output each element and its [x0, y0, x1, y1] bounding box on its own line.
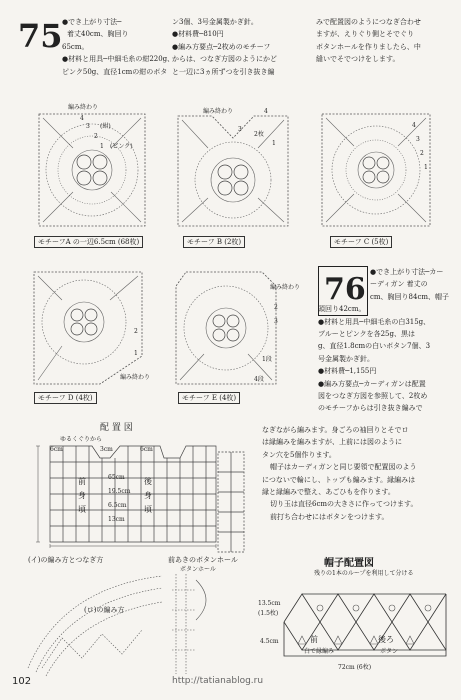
motif-a-label: 編み終わり	[68, 104, 99, 111]
text-line: ブルーとピンクを各25g、黒は	[318, 330, 415, 339]
p75-right-text	[316, 16, 421, 66]
sleeve-diagram	[214, 448, 248, 558]
motif-e-label: 1段	[262, 356, 272, 363]
hat-label: 4.5cm	[260, 638, 279, 645]
text-line: ●編み方要点─2枚めのモチーフ	[172, 42, 271, 51]
layout-label: 後	[144, 477, 152, 486]
p75-left-text	[62, 16, 174, 78]
motif-d-caption: モチーフ D (4枚)	[34, 392, 97, 404]
layout-label: 6cm	[50, 446, 63, 453]
text-line: ン3個、3号金属製かぎ針。	[172, 18, 258, 26]
text-line: 図をつなぎ方図を参照して、2枚め	[318, 392, 428, 401]
hat-label: 後ろ	[378, 635, 394, 644]
text-line: ーディガン 着丈の	[370, 280, 428, 289]
motif-a-label: 4	[80, 115, 84, 122]
text-line: 着丈40cm、胸回り	[67, 30, 129, 39]
motif-d-diagram	[30, 266, 151, 391]
layout-label: 19.5cm	[108, 488, 131, 495]
motif-c-label: 3	[416, 136, 420, 143]
pattern-75-number: 75	[18, 17, 63, 55]
motif-d-label: 編み終わり	[120, 374, 151, 381]
text-line: ●でき上がり寸法─	[62, 18, 122, 26]
motif-e-label: 3	[274, 318, 278, 325]
text-line: のモチーフからは引き抜き編みで	[318, 404, 423, 413]
text-line: 号金属製かぎ針。	[318, 354, 374, 363]
hat-label: 白で縁編み	[304, 648, 335, 655]
motif-d-label: 2	[134, 328, 138, 335]
layout-label: 3cm	[100, 446, 113, 453]
hat-label: 残りの1本のループを利用して分ける	[314, 570, 414, 577]
motif-a-label: (ピンク)	[110, 143, 133, 150]
layout-label: 65cm	[108, 474, 125, 481]
layout-label: 身	[144, 491, 152, 500]
text-line: 縫いでそでつけをします。	[316, 55, 400, 64]
hat-label: 13.5cm	[258, 600, 281, 607]
text-line: みで配置図のようにつなぎ合わせ	[316, 18, 421, 26]
text-line: 帽子はカーディガンと同じ要領で配置図のよう	[270, 463, 417, 472]
layout-label: 6cm	[140, 446, 153, 453]
pattern-76-number: 76	[324, 272, 366, 307]
text-line: ●編み方要点─カーディガンは配置	[318, 379, 426, 388]
joining-title: (イ)の編み方とつなぎ方	[28, 556, 104, 564]
text-line: につないで輪にし、トップも編みます。縁編みは	[262, 475, 416, 484]
motif-e-caption: モチーフ E (4枚)	[178, 392, 240, 404]
motif-e-label: 編み終わり	[270, 284, 301, 291]
motif-c-caption: モチーフ C (5枚)	[330, 236, 392, 248]
motif-c-label: 4	[412, 122, 416, 129]
joining-diagram	[22, 568, 172, 678]
motif-c-label: 1	[424, 164, 428, 171]
watermark: http://tatianablog.ru	[172, 676, 264, 686]
hat-label: (1.5枚)	[258, 610, 279, 617]
joining-sub-title: (ロ)の編み方	[84, 606, 125, 614]
text-line: なぎながら編みます。身ごろの袖回りとそでロ	[262, 426, 409, 434]
layout-label: ゆるくぐりから	[60, 436, 103, 443]
motif-b-label: 2枚	[254, 131, 264, 138]
motif-b-label: 1	[272, 140, 276, 147]
text-line: cm、胸回り84cm、帽子	[370, 292, 450, 301]
text-line: タン穴を5個作ります。	[262, 450, 336, 459]
text-line: ●材料と用具─中細毛糸の紺220g、	[62, 55, 175, 64]
motif-e-label: 2	[274, 304, 278, 311]
buttonhole-note: ボタンホール	[180, 566, 216, 573]
text-line: 切り玉は直径6cmの大きさに作ってつけます。	[270, 500, 418, 509]
buttonhole-diagram	[166, 570, 236, 680]
text-line: と一辺に3ヵ所ずつを引き抜き編	[172, 67, 275, 76]
text-line: ●材料と用具─中細毛糸の白315g、	[318, 317, 431, 326]
text-line: ボタンホールを作りましたら、中	[316, 42, 421, 51]
hat-label: 72cm (6枚)	[338, 664, 372, 671]
layout-label: 前	[78, 477, 86, 486]
layout-label: 6.5cm	[108, 502, 127, 509]
motif-b-label: 4	[264, 108, 268, 115]
motif-d-label: 1	[134, 350, 138, 357]
layout-label: 身	[78, 491, 86, 500]
text-line: ますが、えりぐり側とそでぐり	[316, 30, 414, 39]
motif-a-label: 3	[86, 123, 90, 130]
layout-label: 13cm	[108, 516, 125, 523]
text-line: 頭回り42cm。	[318, 305, 366, 314]
motif-b-label: 3	[238, 126, 242, 133]
text-line: からは、つなぎ方図のようにかど	[172, 55, 277, 64]
page-number: 102	[12, 676, 32, 687]
motif-a-caption: モチーフA の一辺6.5cm (68枚)	[34, 236, 143, 248]
text-line: ●材料費─1,155円	[318, 367, 377, 376]
buttonhole-title: 前あきのボタンホール	[168, 556, 238, 564]
motif-a-label: 2	[94, 133, 98, 140]
text-line: g、直径1.8cmの白いボタン7個、3	[318, 342, 431, 351]
layout-label: 頃	[78, 505, 86, 514]
text-line: 65cm。	[62, 42, 89, 51]
text-line: 前打ち合わせにはボタンをつけます。	[270, 512, 389, 521]
text-line: ●材料費─810円	[172, 30, 224, 39]
text-line: 縁と縁編みで整え、あごひもを作ります。	[262, 488, 395, 497]
text-line: ピンク50g、直径1cmの紺のボタ	[62, 67, 168, 76]
motif-a-diagram	[33, 108, 151, 233]
p76-bottom-text	[262, 424, 417, 523]
text-line: は縁編みを編みますが、上前には図のように	[262, 438, 402, 447]
layout-label: 頃	[144, 505, 152, 514]
motif-b-caption: モチーフ B (2枚)	[183, 236, 245, 248]
motif-a-label: (紺)	[100, 123, 111, 130]
p76-text	[318, 266, 449, 415]
hat-title: 帽子配置図	[324, 558, 374, 569]
motif-b-diagram	[172, 108, 294, 233]
layout-title: 配 置 図	[100, 423, 133, 433]
motif-a-label: 1	[100, 143, 104, 150]
hat-label: ボタン	[380, 648, 399, 655]
hat-label: 前	[310, 635, 318, 644]
motif-b-label: 編み終わり	[203, 108, 234, 115]
text-line: ●でき上がり寸法─カー	[370, 268, 444, 276]
motif-c-diagram	[318, 108, 436, 233]
motif-c-label: 2	[420, 150, 424, 157]
p75-mid-text	[172, 16, 277, 78]
motif-e-label: 4段	[254, 376, 264, 383]
